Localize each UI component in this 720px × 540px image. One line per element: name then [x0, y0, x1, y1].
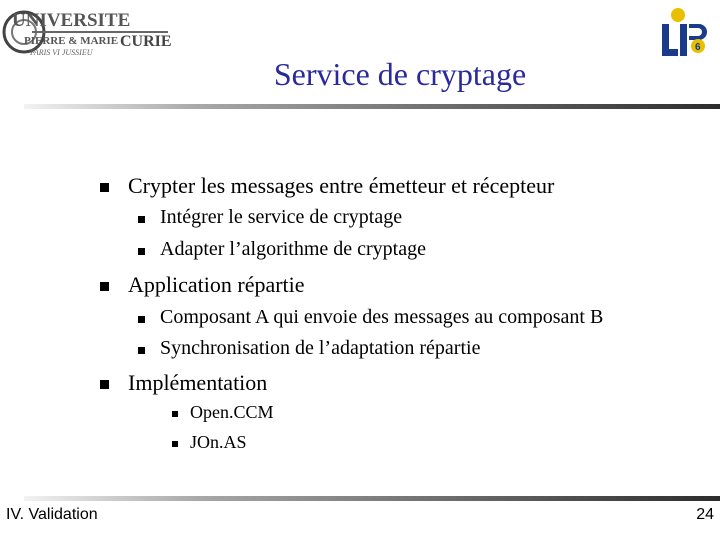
bullet-item-application: Application répartie — [128, 272, 305, 297]
bullet-icon — [138, 347, 145, 354]
bullet-icon — [172, 441, 178, 447]
slide-title: Service de cryptage — [273, 56, 527, 92]
sub-item-synchronisation: Synchronisation de l’adaptation répartie — [160, 337, 481, 359]
sub-item-composant: Composant A qui envoie des messages au composant B — [160, 306, 604, 328]
bullet-item-implementation: Implémentation — [128, 370, 268, 395]
university-logo — [2, 2, 174, 64]
bullet-icon — [138, 248, 145, 255]
logo-text-curie: CURIE — [120, 33, 172, 50]
sub-item-integrer: Intégrer le service de cryptage — [160, 206, 403, 228]
bullet-icon — [172, 411, 178, 417]
sub-item-openccm: Open.CCM — [190, 402, 274, 422]
page-number: 24 — [696, 506, 714, 523]
bullet-item-crypter: Crypter les messages entre émetteur et récepteur — [128, 173, 555, 198]
bullet-icon — [138, 316, 145, 323]
sub-item-adapter: Adapter l’algorithme de cryptage — [160, 238, 426, 260]
bullet-icon — [138, 216, 145, 223]
logo-text-pierre-marie: PIERRE & MARIE — [24, 35, 119, 47]
bullet-icon — [100, 380, 109, 389]
bullet-icon — [100, 282, 109, 291]
bullet-icon — [100, 183, 109, 192]
footer-divider — [24, 496, 720, 501]
title-divider — [24, 104, 720, 109]
logo-text-paris: PARIS VI JUSSIEU — [30, 48, 93, 57]
logo-text-universite: UNIVERSITE — [12, 10, 131, 31]
svg-text:6: 6 — [695, 42, 701, 53]
sub-item-jonas: JOn.AS — [190, 432, 247, 452]
lip6-logo — [656, 6, 712, 62]
footer-section: IV. Validation — [6, 506, 98, 523]
